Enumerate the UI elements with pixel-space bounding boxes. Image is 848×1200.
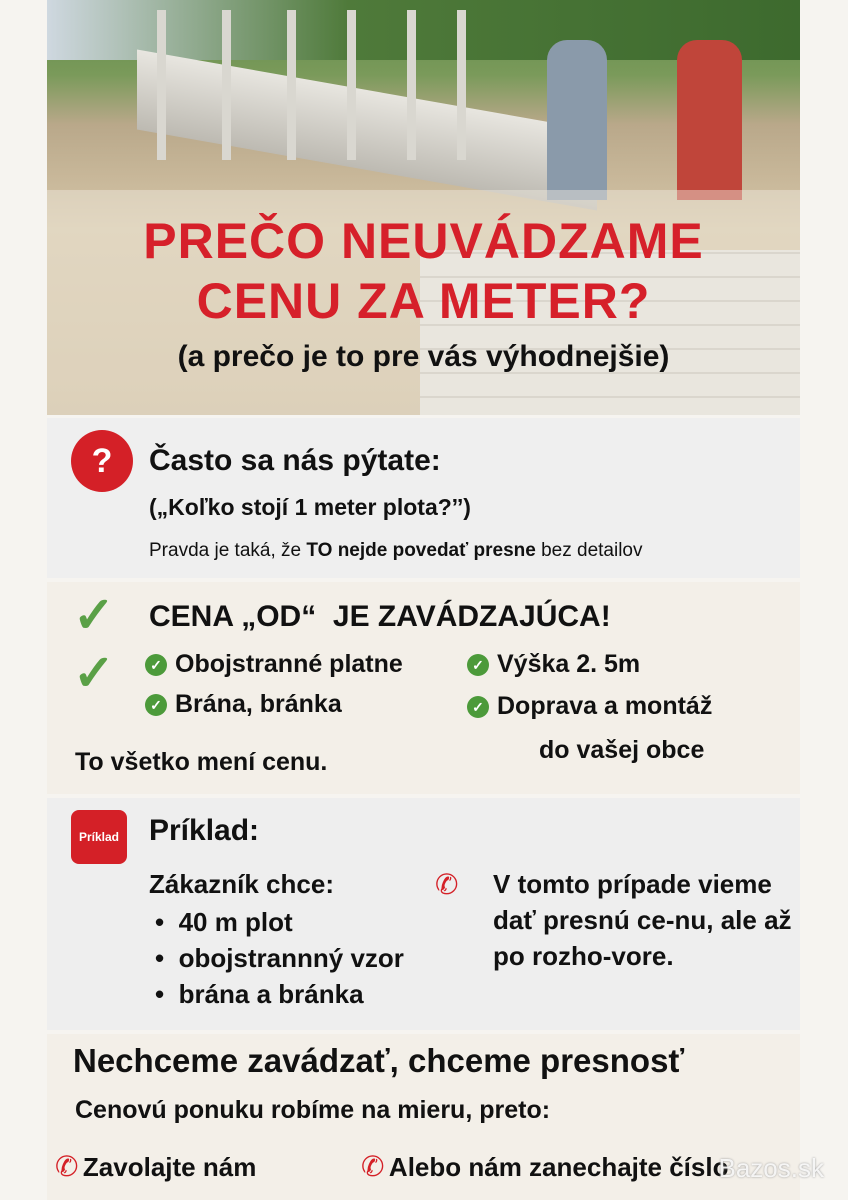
list-item: ✓ Obojstranné platne bbox=[145, 650, 403, 679]
hero-subtitle: (a prečo je to pre vás výhodnejšie) bbox=[177, 340, 670, 373]
hero-title-line2: CENU ZA METER? bbox=[196, 273, 651, 329]
items-note: do vašej obce bbox=[539, 736, 705, 764]
check-icon: ✓ bbox=[73, 645, 115, 701]
check-circle-icon: ✓ bbox=[467, 654, 489, 676]
example-heading: Príklad: bbox=[149, 814, 260, 847]
closing-sub: Cenovú ponuku robíme na mieru, preto: bbox=[75, 1096, 551, 1124]
list-item: • brána a bránka bbox=[155, 979, 364, 1009]
list-item: ✓ Doprava a montáž bbox=[467, 692, 712, 721]
misleading-heading: CENA „OD“ JE ZAVÁDZAJÚCA! bbox=[149, 600, 611, 633]
check-icon: ✓ bbox=[73, 587, 115, 643]
example-answer: V tomto prípade vieme dať presnú ce-nu, ale až po rozho-vore. bbox=[493, 869, 792, 971]
bullet-list bbox=[155, 904, 404, 1012]
question-heading: Často sa nás pýtate: bbox=[149, 444, 441, 477]
customer-wants: Zákazník chce: bbox=[149, 869, 334, 899]
question-quote: („Koľko stojí 1 meter plota?ˮ) bbox=[149, 494, 471, 520]
question-section bbox=[47, 418, 800, 578]
question-icon: ? bbox=[71, 430, 133, 492]
phone-icon: ✆ bbox=[361, 1151, 385, 1182]
list-item: • 40 m plot bbox=[155, 907, 293, 937]
hero-photo bbox=[47, 0, 800, 415]
truth-pre: Pravda je taká, že bbox=[149, 540, 307, 561]
call-us-link[interactable]: ✆ Zavolajte nám bbox=[55, 1151, 257, 1182]
list-item: ✓ Bránа, bránka bbox=[145, 690, 342, 719]
truth-bold: TO nejde povedať presne bbox=[306, 540, 536, 561]
check-circle-icon: ✓ bbox=[145, 654, 167, 676]
closing-heading: Nechceme zavádzať, chceme presnosť bbox=[73, 1042, 685, 1079]
misleading-section bbox=[47, 582, 800, 794]
watermark: Bazos.sk bbox=[718, 1153, 824, 1183]
phone-icon: ✆ bbox=[55, 1151, 79, 1182]
example-badge: Príklad bbox=[71, 810, 127, 864]
leave-number-link[interactable]: ✆ Alebo nám zanechajte číslo bbox=[361, 1151, 729, 1182]
example-section bbox=[47, 798, 800, 1030]
check-circle-icon: ✓ bbox=[145, 694, 167, 716]
list-item: • obojstrannný vzor bbox=[155, 943, 404, 973]
hero-title-line1: PREČO NEUVÁDZAME bbox=[143, 213, 704, 269]
truth-text bbox=[149, 540, 643, 562]
closing-section bbox=[47, 1034, 800, 1200]
check-circle-icon: ✓ bbox=[467, 696, 489, 718]
phone-icon: ✆ bbox=[435, 869, 459, 900]
misleading-footer: To všetko mení cenu. bbox=[75, 748, 328, 776]
list-item: ✓ Výška 2. 5m bbox=[467, 650, 640, 679]
truth-post: bez detailov bbox=[535, 540, 643, 561]
